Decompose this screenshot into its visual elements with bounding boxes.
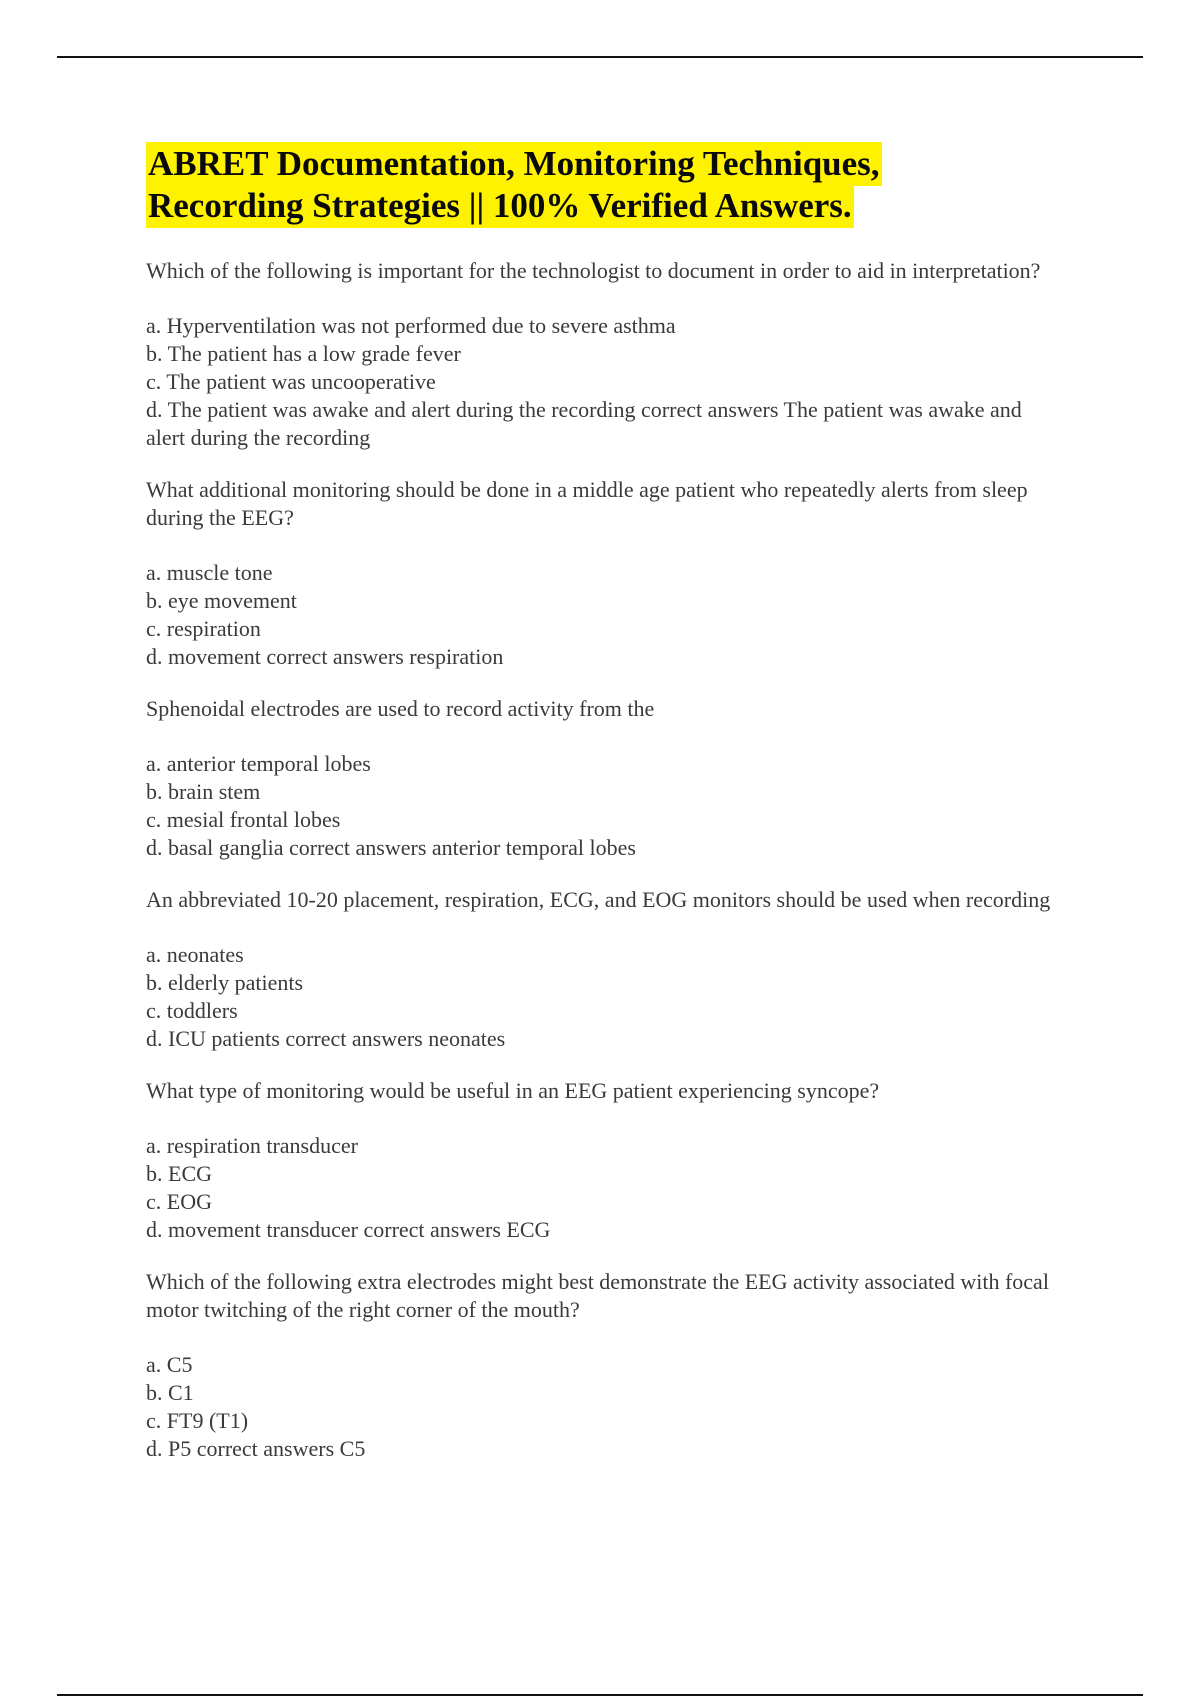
answer-options — [146, 312, 1066, 452]
answer-option: b. eye movement — [146, 588, 297, 613]
question-block-3 — [146, 695, 1066, 862]
answer-option: c. FT9 (T1) — [146, 1408, 249, 1433]
answer-option: c. toddlers — [146, 998, 238, 1023]
question-block-5 — [146, 1077, 1066, 1244]
answer-option: d. movement correct answers respiration — [146, 644, 504, 669]
document-body — [146, 143, 1066, 1487]
answer-option: d. The patient was awake and alert during the recording correct answers The patient was awake and alert during the recording — [146, 397, 1022, 450]
answer-option: d. P5 correct answers C5 — [146, 1436, 366, 1461]
answer-options — [146, 1132, 1066, 1244]
answer-option: a. muscle tone — [146, 560, 273, 585]
answer-option: d. ICU patients correct answers neonates — [146, 1026, 506, 1051]
title-line-2: Recording Strategies || 100% Verified Answers. — [146, 184, 854, 228]
answer-options — [146, 559, 1066, 671]
question-block-1 — [146, 257, 1066, 452]
question-text: What additional monitoring should be done in a middle age patient who repeatedly alerts from sleep during the EEG? — [146, 477, 1028, 530]
answer-option: a. Hyperventilation was not performed due to severe asthma — [146, 313, 676, 338]
question-text: Sphenoidal electrodes are used to record activity from the — [146, 696, 655, 721]
answer-option: c. EOG — [146, 1189, 212, 1214]
question-text: Which of the following is important for the technologist to document in order to aid in interpretation? — [146, 258, 1041, 283]
answer-options — [146, 941, 1066, 1053]
question-text: Which of the following extra electrodes might best demonstrate the EEG activity associated with focal motor twitching of the right corner of the mouth? — [146, 1269, 1049, 1322]
question-block-2 — [146, 476, 1066, 671]
answer-option: a. respiration transducer — [146, 1133, 358, 1158]
answer-options — [146, 1351, 1066, 1463]
answer-option: a. C5 — [146, 1352, 193, 1377]
document-title — [146, 143, 1066, 227]
header-rule — [57, 56, 1143, 58]
answer-option: d. movement transducer correct answers ECG — [146, 1217, 551, 1242]
title-line-1: ABRET Documentation, Monitoring Techniques, — [146, 142, 882, 186]
answer-option: b. brain stem — [146, 779, 261, 804]
answer-option: b. The patient has a low grade fever — [146, 341, 461, 366]
answer-option: c. mesial frontal lobes — [146, 807, 341, 832]
answer-option: a. anterior temporal lobes — [146, 751, 371, 776]
answer-option: c. respiration — [146, 616, 261, 641]
answer-options — [146, 750, 1066, 862]
question-text: What type of monitoring would be useful in an EEG patient experiencing syncope? — [146, 1078, 880, 1103]
answer-option: b. elderly patients — [146, 970, 304, 995]
question-block-4 — [146, 886, 1066, 1053]
footer-rule — [57, 1694, 1143, 1696]
answer-option: d. basal ganglia correct answers anterior temporal lobes — [146, 835, 636, 860]
question-block-6 — [146, 1268, 1066, 1463]
answer-option: b. ECG — [146, 1161, 212, 1186]
answer-option: b. C1 — [146, 1380, 194, 1405]
answer-option: c. The patient was uncooperative — [146, 369, 436, 394]
answer-option: a. neonates — [146, 942, 244, 967]
question-text: An abbreviated 10-20 placement, respiration, ECG, and EOG monitors should be used when recording — [146, 887, 1051, 912]
